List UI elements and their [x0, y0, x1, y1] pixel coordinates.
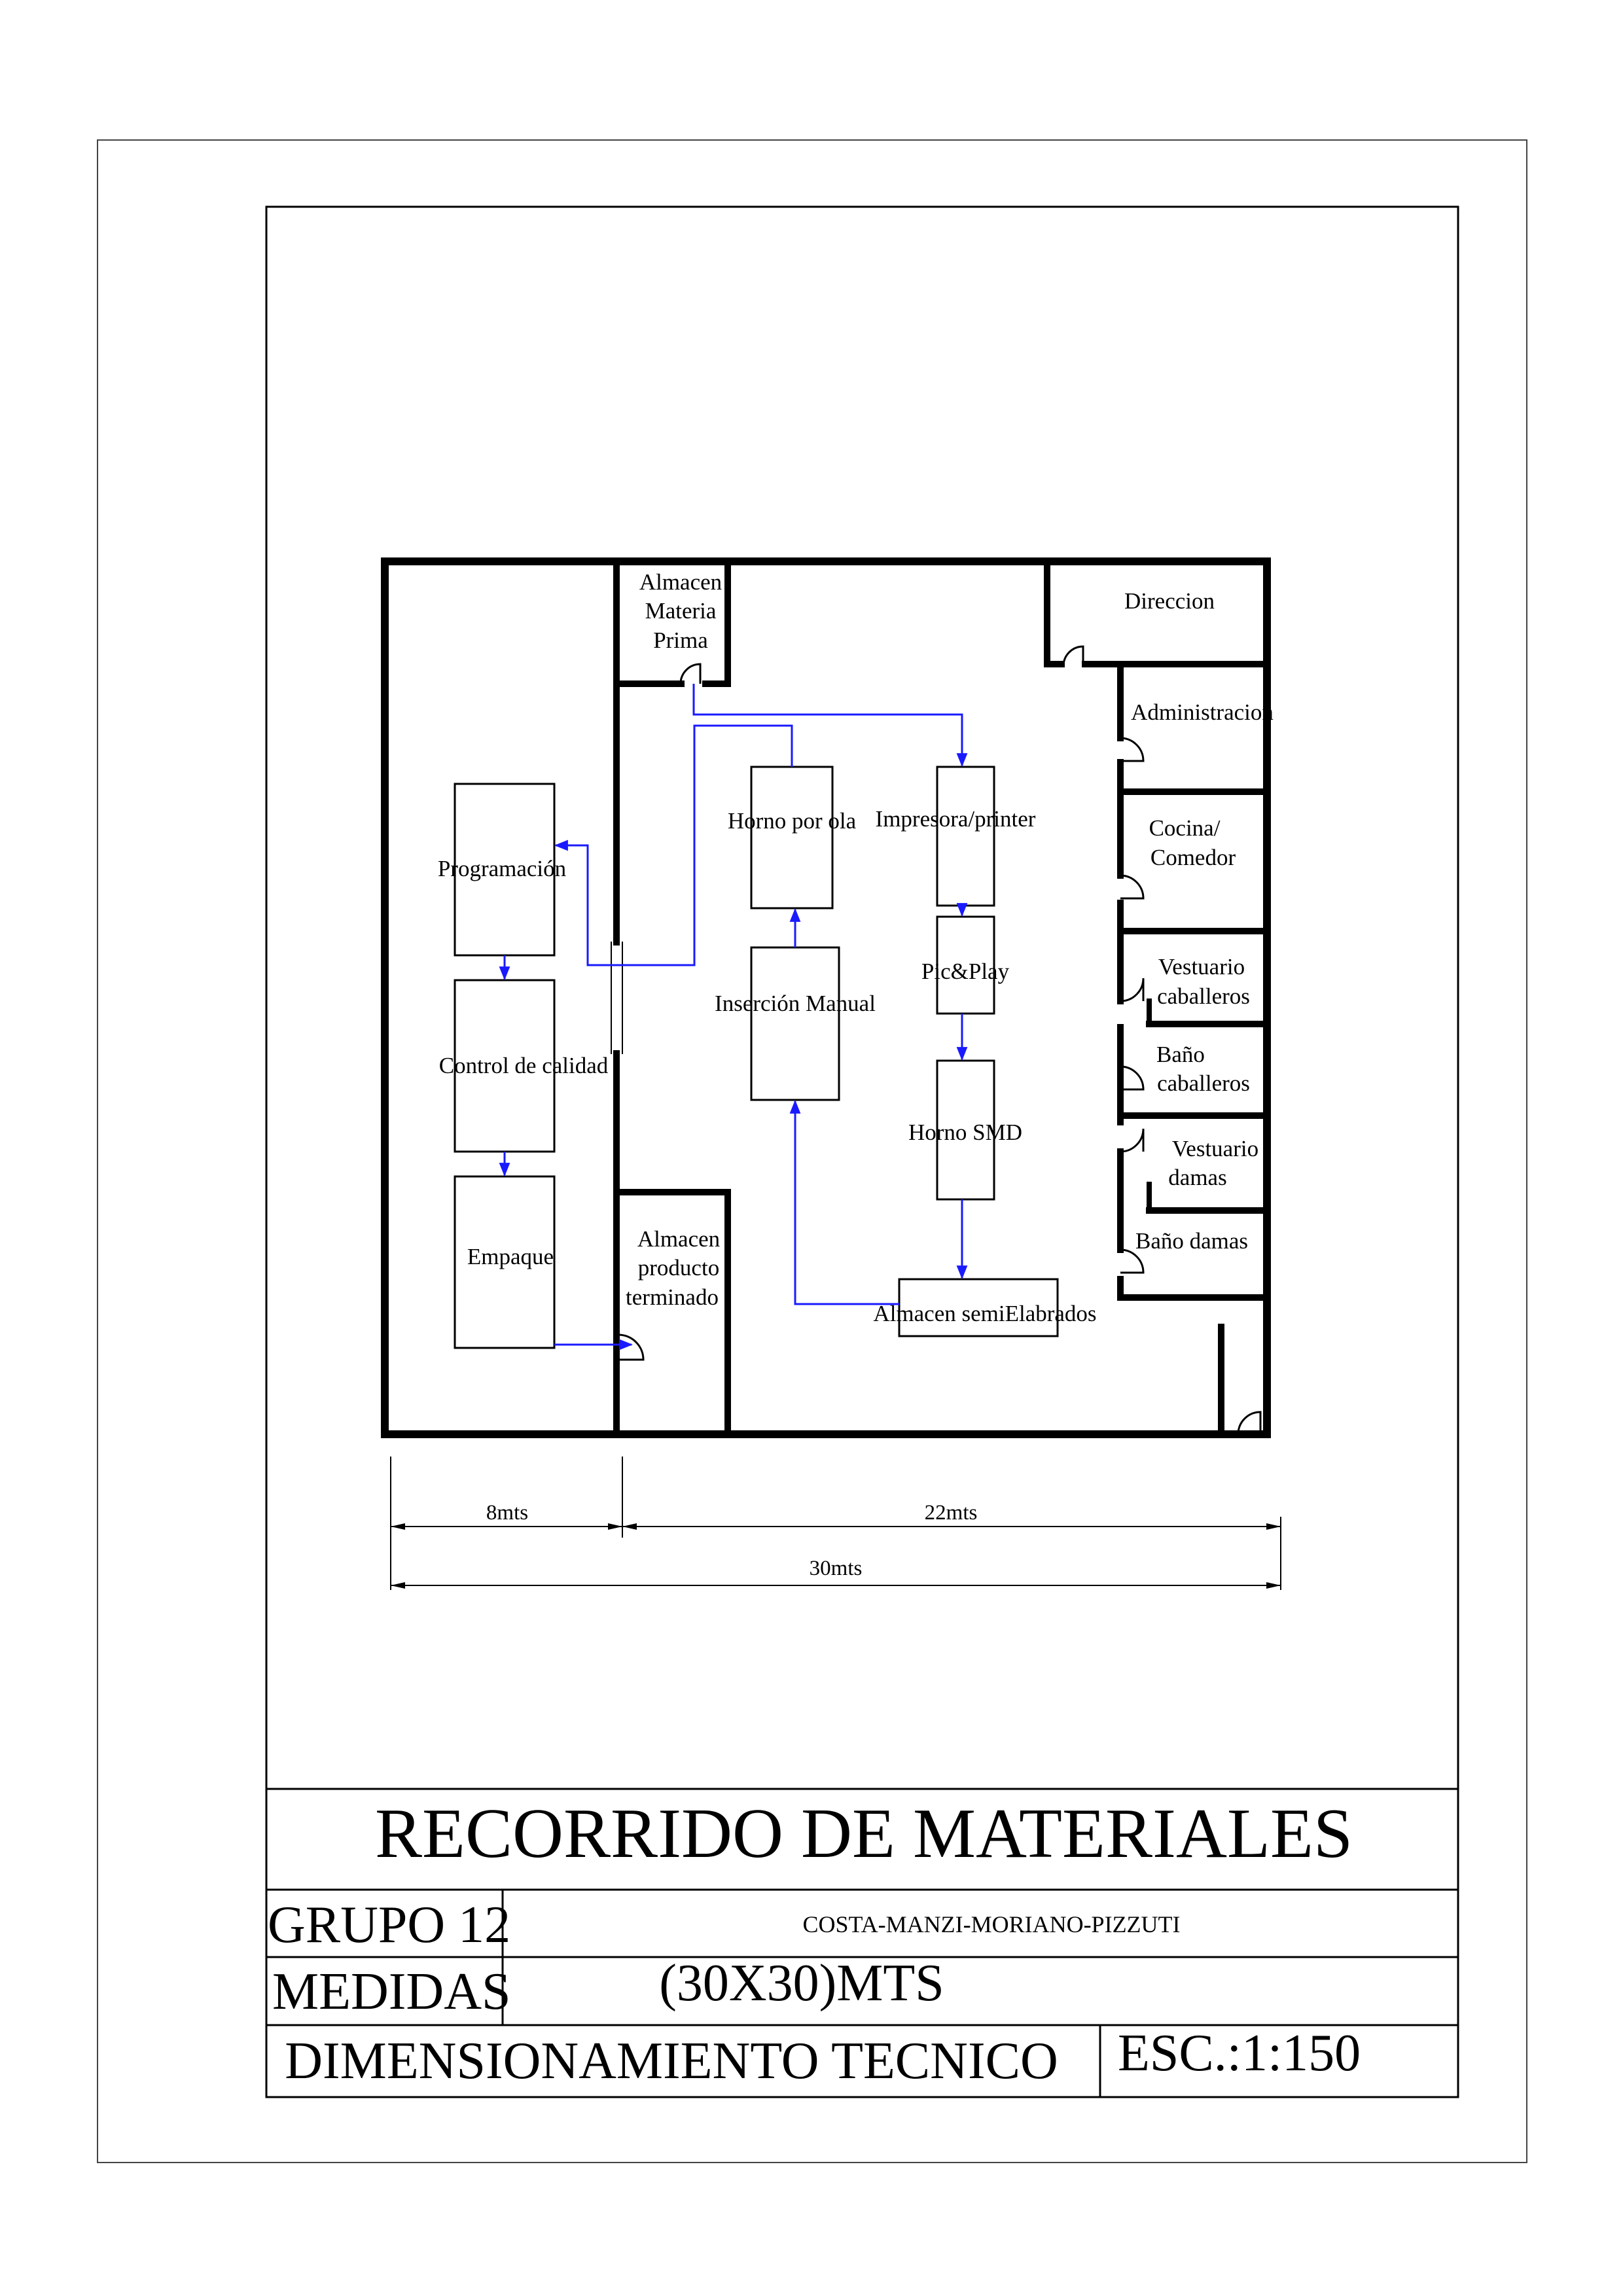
door-arc: [1120, 1129, 1143, 1152]
station-box-insercion: [751, 947, 839, 1100]
subject: DIMENSIONAMIENTO TECNICO: [285, 2032, 1058, 2090]
label-administracion: Administracion: [1131, 699, 1274, 725]
label-vestuario-damas-2: damas: [1168, 1165, 1227, 1190]
label-pic-play: Pic&Play: [921, 959, 1010, 984]
label-almacen-mp-1: Almacen: [639, 569, 722, 595]
station-box-horno-ola: [751, 767, 832, 908]
label-programacion: Programación: [437, 856, 567, 881]
label-direccion: Direccion: [1124, 588, 1215, 614]
direccion-walls: [1047, 561, 1061, 664]
label-almacen-semielaborados: Almacen semiElabrados: [873, 1301, 1097, 1326]
label-empaque: Empaque: [467, 1244, 554, 1269]
scale: ESC.:1:150: [1118, 2024, 1361, 2082]
label-vestuario-caballeros-2: caballeros: [1157, 983, 1250, 1009]
label-insercion: Inserción Manual: [715, 991, 876, 1016]
label-vestuario-caballeros-1: Vestuario: [1158, 954, 1245, 980]
label-almacen-pt-2: producto: [637, 1255, 720, 1280]
label-control-calidad: Control de calidad: [438, 1053, 609, 1078]
door-arc: [1120, 978, 1143, 1001]
drawing-title: RECORRIDO DE MATERIALES: [374, 1795, 1353, 1873]
label-bano-caballeros-2: caballeros: [1157, 1070, 1250, 1096]
label-cocina-1: Cocina/: [1149, 815, 1221, 841]
label-horno-smd: Horno SMD: [908, 1120, 1023, 1145]
flow-horno-ola-to-programacion: [556, 726, 792, 965]
label-almacen-mp-3: Prima: [653, 627, 708, 653]
dim-label-left: 8mts: [486, 1501, 529, 1525]
station-box-impresora: [937, 767, 994, 906]
medidas-label: MEDIDAS: [272, 1963, 511, 2021]
door-arc: [1120, 738, 1143, 761]
label-almacen-mp-2: Materia: [645, 598, 717, 624]
dim-label-right: 22mts: [924, 1501, 978, 1525]
label-vestuario-damas-1: Vestuario: [1171, 1136, 1259, 1161]
label-impresora: Impresora/printer: [875, 806, 1036, 832]
flow-semielaborados-to-insercion: [795, 1101, 899, 1304]
dimension-labels: [486, 1501, 977, 1580]
label-horno-ola: Horno por ola: [727, 808, 857, 834]
dim-label-total: 30mts: [809, 1557, 863, 1580]
door-arc: [1120, 875, 1143, 898]
door-arc: [618, 1335, 643, 1360]
label-cocina-2: Comedor: [1150, 845, 1236, 870]
authors: COSTA-MANZI-MORIANO-PIZZUTI: [802, 1911, 1181, 1937]
label-almacen-pt-3: terminado: [626, 1284, 719, 1310]
station-labels: [438, 806, 1097, 1326]
label-bano-caballeros-1: Baño: [1156, 1042, 1205, 1067]
label-bano-damas: Baño damas: [1135, 1228, 1249, 1254]
grupo-label: GRUPO 12: [268, 1896, 511, 1954]
medidas-value: (30X30)MTS: [659, 1954, 944, 2012]
door-arc: [1063, 646, 1083, 666]
door-arc: [1120, 1067, 1143, 1089]
label-almacen-pt-1: Almacen: [637, 1226, 721, 1252]
